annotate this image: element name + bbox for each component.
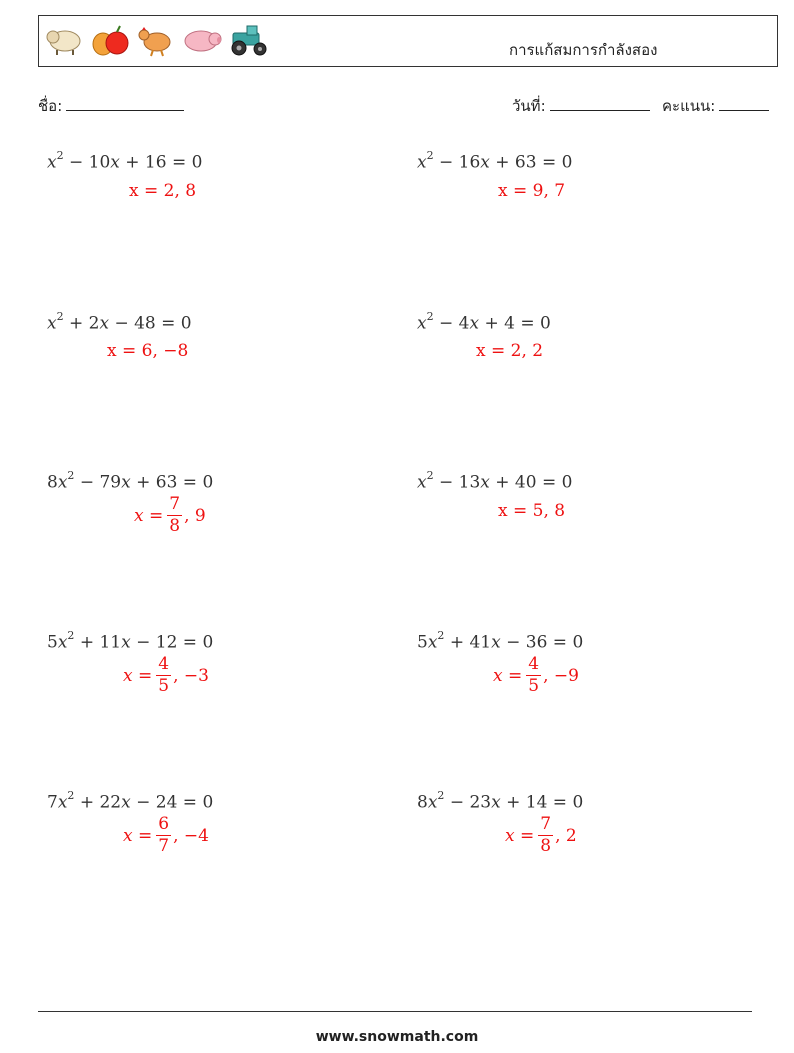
answer-8-fraction: $\frac{4}{5}$ xyxy=(528,654,540,696)
footer-url[interactable]: www.snowmath.com xyxy=(315,1029,479,1045)
problem-1: $x^2 - 10x + 16 = 0$ xyxy=(47,149,203,173)
answer-3: x = 6, −8 xyxy=(107,341,189,361)
answer-1: x = 2, 8 xyxy=(129,181,197,201)
score-label: คะแนน: xyxy=(662,97,716,115)
answer-7: x = $\frac{4}{5}$ , −3 xyxy=(123,654,209,696)
tractor-icon xyxy=(227,23,271,57)
sheep-icon xyxy=(43,23,85,57)
pig-icon xyxy=(181,23,223,57)
icon-strip xyxy=(43,23,271,57)
problem-8: $5x^2 + 41x - 36 = 0$ xyxy=(417,629,584,653)
problem-3: $x^2 + 2x - 48 = 0$ xyxy=(47,310,192,334)
problem-2: $x^2 - 16x + 63 = 0$ xyxy=(417,149,573,173)
problem-9: $7x^2 + 22x - 24 = 0$ xyxy=(47,789,214,813)
name-field xyxy=(38,94,184,118)
answer-9-fraction: $\frac{6}{7}$ xyxy=(158,814,170,856)
answer-10-fraction: $\frac{7}{8}$ xyxy=(540,814,552,856)
hen-icon xyxy=(135,23,177,57)
footer-divider xyxy=(38,1011,752,1012)
worksheet-title: การแก้สมการกำลังสอง xyxy=(509,41,658,59)
answer-4: x = 2, 2 xyxy=(476,341,544,361)
answer-2: x = 9, 7 xyxy=(498,181,566,201)
score-line[interactable] xyxy=(719,96,769,111)
answer-10: x = $\frac{7}{8}$ , 2 xyxy=(505,814,577,856)
worksheet-header xyxy=(38,15,778,67)
name-line[interactable] xyxy=(66,96,184,111)
name-label: ชื่อ: xyxy=(38,97,63,115)
problem-5: $8x^2 - 79x + 63 = 0$ xyxy=(47,469,214,493)
answer-6: x = 5, 8 xyxy=(498,501,566,521)
date-field xyxy=(512,94,650,118)
answer-7-fraction: $\frac{4}{5}$ xyxy=(158,654,170,696)
fruit-icon xyxy=(89,23,131,57)
answer-5-fraction: $\frac{7}{8}$ xyxy=(169,494,181,536)
problem-10: $8x^2 - 23x + 14 = 0$ xyxy=(417,789,584,813)
problem-7: $5x^2 + 11x - 12 = 0$ xyxy=(47,629,214,653)
date-line[interactable] xyxy=(550,96,650,111)
problem-6: $x^2 - 13x + 40 = 0$ xyxy=(417,469,573,493)
score-field xyxy=(662,94,769,118)
answer-5: x = $\frac{7}{8}$ , 9 xyxy=(134,494,206,536)
problem-4: $x^2 - 4x + 4 = 0$ xyxy=(417,310,551,334)
date-label: วันที่: xyxy=(512,97,546,115)
answer-8: x = $\frac{4}{5}$ , −9 xyxy=(493,654,579,696)
answer-9: x = $\frac{6}{7}$ , −4 xyxy=(123,814,209,856)
